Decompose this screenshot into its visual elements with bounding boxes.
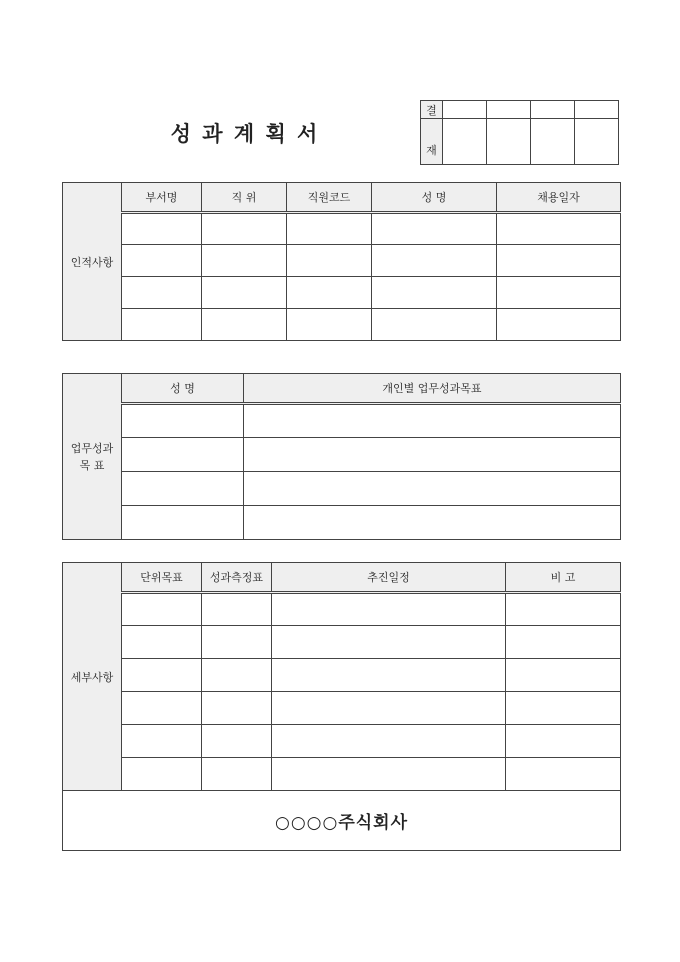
table-row	[63, 245, 621, 277]
details-section-label: 세부사항	[63, 563, 122, 791]
approval-sign-cell[interactable]	[487, 119, 531, 165]
table-cell[interactable]	[272, 692, 506, 725]
table-cell[interactable]	[244, 438, 621, 472]
table-cell[interactable]	[202, 277, 287, 309]
table-row	[63, 472, 621, 506]
table-cell[interactable]	[122, 213, 202, 245]
col-header: 직 위	[202, 183, 287, 213]
table-cell[interactable]	[122, 309, 202, 341]
col-header: 성과측정표	[202, 563, 272, 593]
table-row	[63, 725, 621, 758]
table-cell[interactable]	[202, 659, 272, 692]
col-header: 부서명	[122, 183, 202, 213]
table-cell[interactable]	[287, 309, 372, 341]
approval-title-cell[interactable]	[443, 101, 487, 119]
approval-sign-cell[interactable]	[531, 119, 575, 165]
table-cell[interactable]	[202, 626, 272, 659]
table-cell[interactable]	[122, 245, 202, 277]
col-header: 성 명	[372, 183, 497, 213]
table-row	[63, 593, 621, 626]
table-cell[interactable]	[202, 309, 287, 341]
table-cell[interactable]	[244, 404, 621, 438]
table-row	[63, 659, 621, 692]
approval-label-2: 재	[421, 119, 443, 165]
page-title: 성 과 계 획 서	[170, 122, 320, 146]
table-cell[interactable]	[122, 472, 244, 506]
table-cell[interactable]	[122, 758, 202, 791]
table-cell[interactable]	[122, 438, 244, 472]
table-cell[interactable]	[244, 506, 621, 540]
table-cell[interactable]	[202, 593, 272, 626]
approval-sign-cell[interactable]	[443, 119, 487, 165]
table-cell[interactable]	[272, 593, 506, 626]
company-name: ○○○○주식회사	[63, 791, 621, 851]
goals-label-line1: 업무성과	[70, 441, 114, 455]
table-row	[63, 213, 621, 245]
table-cell[interactable]	[122, 404, 244, 438]
table-cell[interactable]	[122, 506, 244, 540]
table-cell[interactable]	[287, 245, 372, 277]
table-cell[interactable]	[506, 725, 621, 758]
table-row	[63, 758, 621, 791]
table-cell[interactable]	[122, 659, 202, 692]
table-cell[interactable]	[122, 626, 202, 659]
table-cell[interactable]	[122, 692, 202, 725]
goals-label-line2: 목 표	[79, 458, 105, 472]
approval-title-cell[interactable]	[575, 101, 619, 119]
approval-title-cell[interactable]	[531, 101, 575, 119]
table-cell[interactable]	[372, 277, 497, 309]
approval-sign-cell[interactable]	[575, 119, 619, 165]
approval-box	[420, 100, 619, 165]
table-cell[interactable]	[506, 593, 621, 626]
table-cell[interactable]	[202, 758, 272, 791]
personnel-table	[62, 182, 621, 341]
table-row	[63, 506, 621, 540]
goals-section-label	[63, 374, 122, 540]
approval-title-cell[interactable]	[487, 101, 531, 119]
table-row	[63, 309, 621, 341]
table-cell[interactable]	[372, 245, 497, 277]
table-cell[interactable]	[202, 245, 287, 277]
approval-label-1: 결	[421, 101, 443, 119]
table-cell[interactable]	[506, 659, 621, 692]
table-row	[63, 277, 621, 309]
table-cell[interactable]	[287, 277, 372, 309]
details-table	[62, 562, 621, 851]
table-cell[interactable]	[497, 245, 621, 277]
col-header: 직원코드	[287, 183, 372, 213]
col-header: 채용일자	[497, 183, 621, 213]
col-header: 개인별 업무성과목표	[244, 374, 621, 404]
table-cell[interactable]	[506, 758, 621, 791]
table-cell[interactable]	[202, 725, 272, 758]
table-cell[interactable]	[497, 277, 621, 309]
personnel-section-label: 인적사항	[63, 183, 122, 341]
table-cell[interactable]	[244, 472, 621, 506]
table-cell[interactable]	[272, 725, 506, 758]
table-cell[interactable]	[122, 725, 202, 758]
table-cell[interactable]	[506, 692, 621, 725]
table-row	[63, 438, 621, 472]
table-cell[interactable]	[272, 626, 506, 659]
table-cell[interactable]	[122, 277, 202, 309]
table-cell[interactable]	[202, 692, 272, 725]
table-cell[interactable]	[272, 758, 506, 791]
table-row	[63, 692, 621, 725]
goals-table	[62, 373, 621, 540]
table-cell[interactable]	[202, 213, 287, 245]
table-cell[interactable]	[287, 213, 372, 245]
table-row	[63, 626, 621, 659]
table-cell[interactable]	[372, 309, 497, 341]
col-header: 성 명	[122, 374, 244, 404]
table-cell[interactable]	[497, 309, 621, 341]
table-cell[interactable]	[506, 626, 621, 659]
table-cell[interactable]	[122, 593, 202, 626]
table-cell[interactable]	[272, 659, 506, 692]
table-row	[63, 404, 621, 438]
col-header: 단위목표	[122, 563, 202, 593]
table-cell[interactable]	[372, 213, 497, 245]
table-cell[interactable]	[497, 213, 621, 245]
col-header: 비 고	[506, 563, 621, 593]
col-header: 추진일정	[272, 563, 506, 593]
